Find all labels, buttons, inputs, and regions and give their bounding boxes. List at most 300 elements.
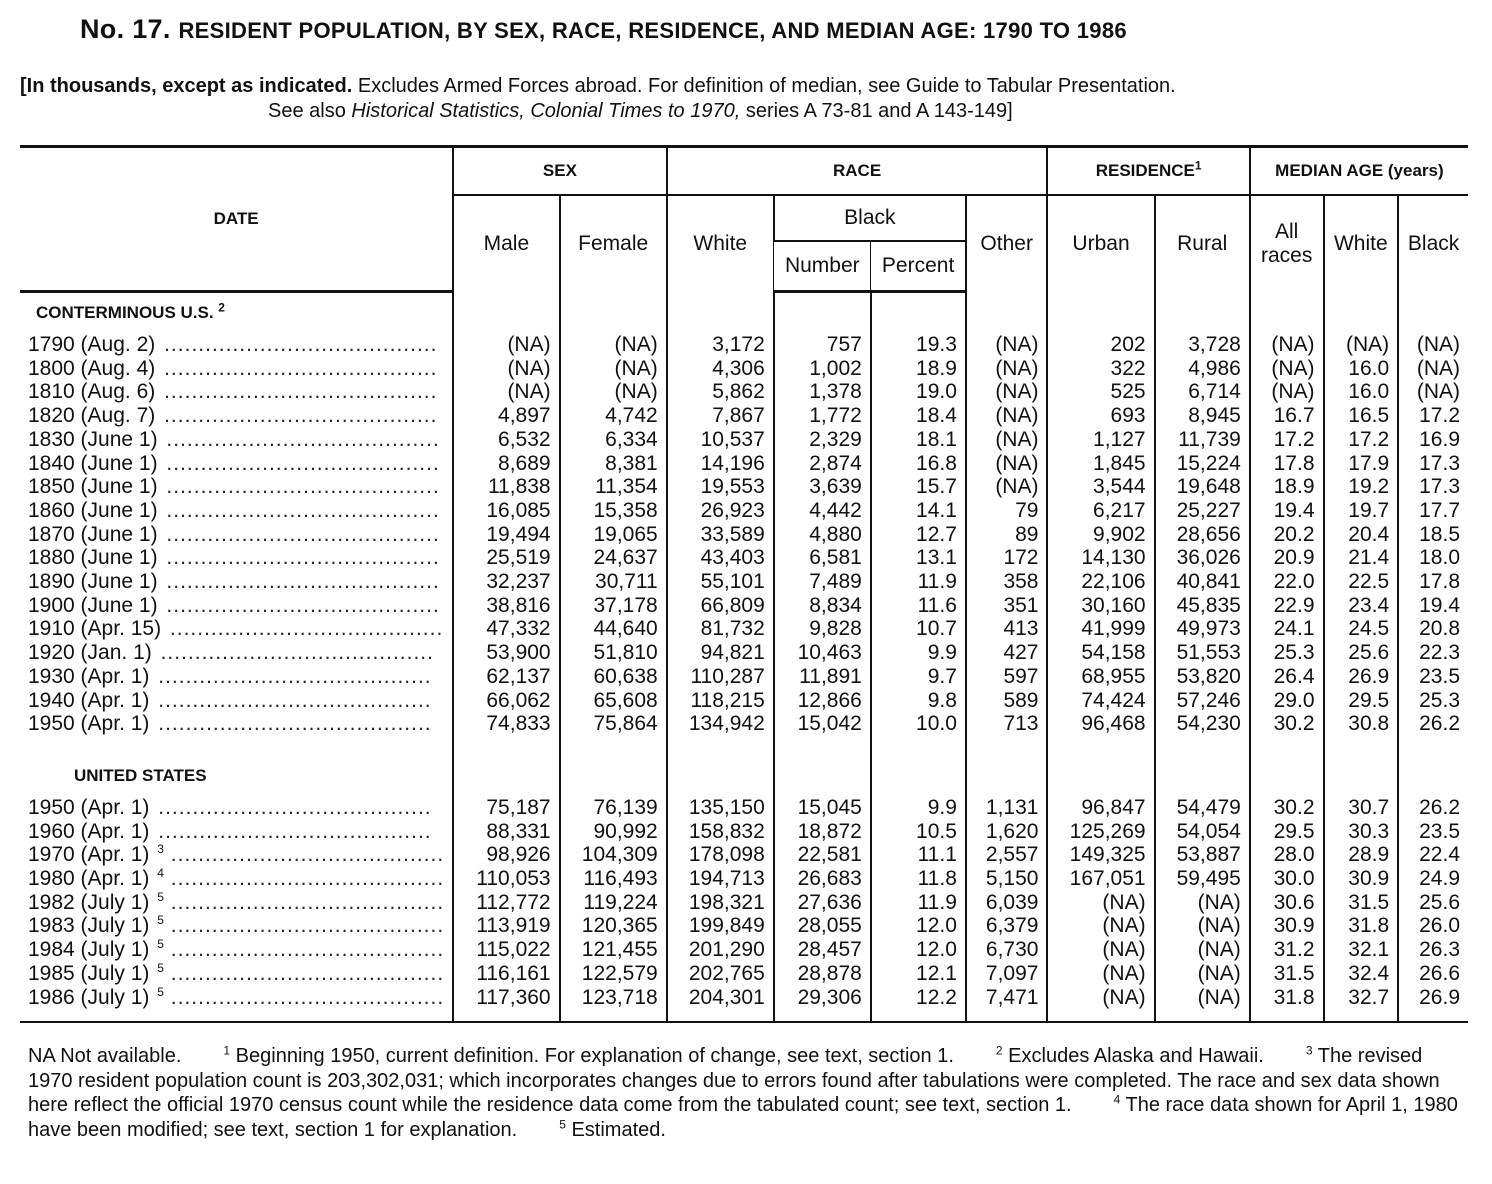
- value-cell: 60,638: [560, 665, 667, 689]
- value-cell: 8,834: [774, 594, 871, 618]
- value-cell: 202: [1047, 333, 1154, 357]
- value-cell: 112,772: [453, 891, 559, 915]
- table-subtitle: [20, 74, 1480, 124]
- value-cell: 38,816: [453, 594, 559, 618]
- section-label: CONTERMINOUS U.S.: [36, 303, 214, 323]
- value-cell: 33,589: [667, 523, 774, 547]
- value-cell: 51,810: [560, 641, 667, 665]
- value-cell: 19.3: [871, 333, 966, 357]
- value-cell: 12.7: [871, 523, 966, 547]
- empty-cell: [1324, 756, 1399, 796]
- value-cell: 88,331: [453, 820, 559, 844]
- empty-cell: [871, 1009, 966, 1022]
- date-cell: [20, 843, 453, 867]
- value-cell: 75,864: [560, 712, 667, 736]
- value-cell: 23.5: [1398, 820, 1468, 844]
- table-row: [20, 712, 1468, 736]
- date-label: 1986 (July 1): [28, 985, 150, 1009]
- value-cell: 28,656: [1155, 523, 1250, 547]
- leader-dots: ........................................: [151, 712, 432, 736]
- value-cell: 2,557: [966, 843, 1048, 867]
- value-cell: 74,424: [1047, 689, 1154, 713]
- value-cell: 1,127: [1047, 428, 1154, 452]
- value-cell: 3,172: [667, 333, 774, 357]
- value-cell: (NA): [560, 333, 667, 357]
- value-cell: 116,493: [560, 867, 667, 891]
- date-label: 1960 (Apr. 1): [28, 819, 150, 843]
- value-cell: 26.9: [1398, 986, 1468, 1010]
- value-cell: (NA): [966, 404, 1048, 428]
- value-cell: 25.6: [1398, 891, 1468, 915]
- subtitle-see-also: See also: [268, 100, 346, 122]
- date-label: 1820 (Aug. 7): [28, 404, 156, 428]
- value-cell: 26.2: [1398, 712, 1468, 736]
- residence-label: RESIDENCE: [1095, 161, 1195, 180]
- value-cell: 713: [966, 712, 1048, 736]
- value-cell: 17.2: [1398, 404, 1468, 428]
- table-row: [20, 617, 1468, 641]
- value-cell: (NA): [1047, 962, 1154, 986]
- value-cell: 4,306: [667, 357, 774, 381]
- value-cell: 110,287: [667, 665, 774, 689]
- value-cell: 24.1: [1250, 617, 1324, 641]
- value-cell: (NA): [1047, 891, 1154, 915]
- date-label: 1870 (June 1): [28, 522, 158, 546]
- footnote-1-mark: 1: [223, 1043, 231, 1058]
- value-cell: (NA): [1047, 938, 1154, 962]
- date-cell: [20, 962, 453, 986]
- value-cell: 22,106: [1047, 570, 1154, 594]
- value-cell: 68,955: [1047, 665, 1154, 689]
- value-cell: 47,332: [453, 617, 559, 641]
- subtitle-reference: Historical Statistics, Colonial Times to 1970,: [351, 100, 741, 122]
- date-cell: [20, 617, 453, 641]
- date-cell: [20, 665, 453, 689]
- value-cell: 29.5: [1324, 689, 1399, 713]
- footnote-ref: 1: [1194, 158, 1202, 173]
- empty-cell: [667, 1009, 774, 1022]
- value-cell: 26,923: [667, 499, 774, 523]
- table-row: [20, 380, 1468, 404]
- value-cell: 28.0: [1250, 843, 1324, 867]
- value-cell: 122,579: [560, 962, 667, 986]
- value-cell: 96,847: [1047, 796, 1154, 820]
- value-cell: 30.2: [1250, 712, 1324, 736]
- value-cell: 31.8: [1324, 914, 1399, 938]
- leader-dots: ........................................: [151, 795, 432, 819]
- value-cell: (NA): [966, 428, 1048, 452]
- value-cell: 22,581: [774, 843, 871, 867]
- value-cell: 134,942: [667, 712, 774, 736]
- value-cell: 3,728: [1155, 333, 1250, 357]
- value-cell: 74,833: [453, 712, 559, 736]
- date-label: 1940 (Apr. 1): [28, 688, 150, 712]
- date-cell: [20, 428, 453, 452]
- section-heading: [20, 756, 453, 796]
- value-cell: 11,891: [774, 665, 871, 689]
- subtitle-text: Excludes Armed Forces abroad. For definition of median, see Guide to Tabular Presentation.: [357, 75, 1176, 97]
- empty-cell: [560, 756, 667, 796]
- value-cell: 6,714: [1155, 380, 1250, 404]
- value-cell: 20.4: [1324, 523, 1399, 547]
- empty-cell: [20, 1009, 453, 1022]
- date-label: 1800 (Aug. 4): [28, 356, 156, 380]
- date-cell: [20, 452, 453, 476]
- leader-dots: ........................................: [163, 890, 445, 914]
- value-cell: 11,739: [1155, 428, 1250, 452]
- leader-dots: ........................................: [159, 451, 440, 475]
- value-cell: 98,926: [453, 843, 559, 867]
- value-cell: 1,131: [966, 796, 1048, 820]
- leader-dots: ........................................: [159, 498, 440, 522]
- date-label: 1984 (July 1): [28, 938, 150, 962]
- empty-cell: [560, 292, 667, 334]
- value-cell: 2,874: [774, 452, 871, 476]
- footnote-3: The revised 1970 resident population count is 203,302,031; which incorporates changes due to errors found after tabulations were completed. The race and sex data shown here reflect the official 1970 census count while the residence data come from the tabulated count; see text, section 1.: [28, 1045, 1440, 1116]
- value-cell: 26.6: [1398, 962, 1468, 986]
- value-cell: 30,711: [560, 570, 667, 594]
- section-row: [20, 756, 1468, 796]
- value-cell: 18.5: [1398, 523, 1468, 547]
- value-cell: 1,845: [1047, 452, 1154, 476]
- empty-cell: [871, 736, 966, 756]
- value-cell: 25.3: [1250, 641, 1324, 665]
- table-row: [20, 820, 1468, 844]
- empty-cell: [966, 292, 1048, 334]
- value-cell: 17.3: [1398, 475, 1468, 499]
- value-cell: 29,306: [774, 986, 871, 1010]
- empty-cell: [453, 1009, 559, 1022]
- footnote-ref: 2: [218, 300, 225, 315]
- value-cell: 23.5: [1398, 665, 1468, 689]
- value-cell: (NA): [966, 452, 1048, 476]
- table-row: [20, 357, 1468, 381]
- value-cell: (NA): [1250, 357, 1324, 381]
- value-cell: (NA): [453, 333, 559, 357]
- black-header: Black: [774, 195, 966, 241]
- date-label: 1983 (July 1): [28, 914, 150, 938]
- value-cell: 15.7: [871, 475, 966, 499]
- date-cell: [20, 523, 453, 547]
- value-cell: 16.0: [1324, 380, 1399, 404]
- empty-cell: [1047, 736, 1154, 756]
- value-cell: 30.6: [1250, 891, 1324, 915]
- value-cell: 96,468: [1047, 712, 1154, 736]
- value-cell: 79: [966, 499, 1048, 523]
- residence-group-header: [1047, 147, 1249, 196]
- value-cell: 30.7: [1324, 796, 1399, 820]
- value-cell: 115,022: [453, 938, 559, 962]
- empty-cell: [1250, 736, 1324, 756]
- footnote-4-mark: 4: [1113, 1092, 1121, 1107]
- value-cell: (NA): [1155, 938, 1250, 962]
- value-cell: 3,639: [774, 475, 871, 499]
- value-cell: 19.4: [1250, 499, 1324, 523]
- value-cell: 104,309: [560, 843, 667, 867]
- footnote-5-mark: 5: [559, 1116, 566, 1131]
- value-cell: 10.7: [871, 617, 966, 641]
- empty-cell: [1250, 292, 1324, 334]
- date-label: 1982 (July 1): [28, 890, 150, 914]
- value-cell: 20.2: [1250, 523, 1324, 547]
- value-cell: 28,457: [774, 938, 871, 962]
- date-label: 1840 (June 1): [28, 451, 158, 475]
- empty-cell: [1155, 1009, 1250, 1022]
- value-cell: 81,732: [667, 617, 774, 641]
- value-cell: 26.3: [1398, 938, 1468, 962]
- value-cell: 4,742: [560, 404, 667, 428]
- empty-cell: [1155, 756, 1250, 796]
- date-cell: [20, 404, 453, 428]
- empty-cell: [667, 736, 774, 756]
- date-cell: [20, 820, 453, 844]
- value-cell: 30.2: [1250, 796, 1324, 820]
- table-row: [20, 641, 1468, 665]
- date-cell: [20, 333, 453, 357]
- value-cell: (NA): [1398, 333, 1468, 357]
- value-cell: 53,900: [453, 641, 559, 665]
- value-cell: 18,872: [774, 820, 871, 844]
- value-cell: 117,360: [453, 986, 559, 1010]
- value-cell: 16.8: [871, 452, 966, 476]
- value-cell: 44,640: [560, 617, 667, 641]
- date-cell: [20, 546, 453, 570]
- value-cell: 30.9: [1250, 914, 1324, 938]
- value-cell: (NA): [1155, 891, 1250, 915]
- empty-cell: [1155, 736, 1250, 756]
- date-label: 1920 (Jan. 1): [28, 641, 152, 665]
- value-cell: 19,553: [667, 475, 774, 499]
- empty-cell: [966, 736, 1048, 756]
- value-cell: 9.8: [871, 689, 966, 713]
- footnote-na: NA Not available.: [28, 1045, 182, 1067]
- date-cell: [20, 570, 453, 594]
- value-cell: (NA): [453, 380, 559, 404]
- subtitle-line2: [20, 99, 1480, 124]
- value-cell: 53,887: [1155, 843, 1250, 867]
- leader-dots: ........................................: [151, 688, 432, 712]
- leader-dots: ........................................: [157, 380, 438, 404]
- table-row: [20, 452, 1468, 476]
- value-cell: 1,772: [774, 404, 871, 428]
- table-row: [20, 404, 1468, 428]
- value-cell: 57,246: [1155, 689, 1250, 713]
- value-cell: 15,358: [560, 499, 667, 523]
- leader-dots: ........................................: [163, 914, 445, 938]
- empty-cell: [1047, 756, 1154, 796]
- table-row: [20, 475, 1468, 499]
- leader-dots: ........................................: [159, 570, 440, 594]
- value-cell: (NA): [453, 357, 559, 381]
- table-row: [20, 499, 1468, 523]
- page-title: [80, 14, 1480, 45]
- value-cell: 194,713: [667, 867, 774, 891]
- empty-cell: [1324, 292, 1399, 334]
- empty-cell: [1398, 756, 1468, 796]
- table-row: [20, 938, 1468, 962]
- date-label: 1830 (June 1): [28, 427, 158, 451]
- empty-cell: [1398, 292, 1468, 334]
- table-row: [20, 867, 1468, 891]
- value-cell: 31.5: [1324, 891, 1399, 915]
- value-cell: 75,187: [453, 796, 559, 820]
- other-header: Other: [966, 195, 1048, 292]
- value-cell: 29.5: [1250, 820, 1324, 844]
- value-cell: 25.6: [1324, 641, 1399, 665]
- value-cell: 9.7: [871, 665, 966, 689]
- value-cell: 15,045: [774, 796, 871, 820]
- empty-cell: [774, 292, 871, 334]
- value-cell: 13.1: [871, 546, 966, 570]
- value-cell: 202,765: [667, 962, 774, 986]
- spacer-row: [20, 736, 1468, 756]
- value-cell: 43,403: [667, 546, 774, 570]
- empty-cell: [966, 756, 1048, 796]
- value-cell: 17.8: [1250, 452, 1324, 476]
- value-cell: 9.9: [871, 796, 966, 820]
- footnote-4: The race data shown for April 1, 1980 have been modified; see text, section 1 for explanation.: [28, 1094, 1458, 1141]
- table-title: RESIDENT POPULATION, BY SEX, RACE, RESIDENCE, AND MEDIAN AGE: 1790 TO 1986: [178, 18, 1127, 43]
- footnote-5: Estimated.: [571, 1118, 666, 1141]
- value-cell: 26.0: [1398, 914, 1468, 938]
- value-cell: 2,329: [774, 428, 871, 452]
- value-cell: (NA): [1047, 986, 1154, 1010]
- value-cell: 757: [774, 333, 871, 357]
- value-cell: 589: [966, 689, 1048, 713]
- value-cell: 19,065: [560, 523, 667, 547]
- value-cell: 30.3: [1324, 820, 1399, 844]
- value-cell: 6,379: [966, 914, 1048, 938]
- value-cell: 53,820: [1155, 665, 1250, 689]
- footnotes: [28, 1044, 1458, 1142]
- value-cell: 51,553: [1155, 641, 1250, 665]
- value-cell: 14,196: [667, 452, 774, 476]
- median-age-group-header: MEDIAN AGE (years): [1250, 147, 1468, 196]
- value-cell: 11.8: [871, 867, 966, 891]
- median-white-header: White: [1324, 195, 1399, 292]
- table-row: [20, 689, 1468, 713]
- value-cell: 26.9: [1324, 665, 1399, 689]
- value-cell: 4,442: [774, 499, 871, 523]
- value-cell: 4,880: [774, 523, 871, 547]
- value-cell: 16.9: [1398, 428, 1468, 452]
- value-cell: 54,158: [1047, 641, 1154, 665]
- value-cell: 30.0: [1250, 867, 1324, 891]
- empty-cell: [871, 756, 966, 796]
- date-cell: [20, 689, 453, 713]
- footnote-2-mark: 2: [995, 1043, 1003, 1058]
- table-row: [20, 665, 1468, 689]
- date-label: 1900 (June 1): [28, 593, 158, 617]
- all-races-header: All races: [1250, 195, 1324, 292]
- value-cell: 5,150: [966, 867, 1048, 891]
- date-label: 1810 (Aug. 6): [28, 380, 156, 404]
- value-cell: 36,026: [1155, 546, 1250, 570]
- table-row: [20, 962, 1468, 986]
- value-cell: 6,217: [1047, 499, 1154, 523]
- value-cell: 49,973: [1155, 617, 1250, 641]
- value-cell: 18.9: [871, 357, 966, 381]
- value-cell: 22.9: [1250, 594, 1324, 618]
- empty-cell: [20, 736, 453, 756]
- value-cell: 525: [1047, 380, 1154, 404]
- value-cell: 198,321: [667, 891, 774, 915]
- urban-header: Urban: [1047, 195, 1154, 292]
- value-cell: 12.0: [871, 914, 966, 938]
- value-cell: 4,897: [453, 404, 559, 428]
- value-cell: 28,055: [774, 914, 871, 938]
- date-cell: [20, 796, 453, 820]
- table-row: [20, 546, 1468, 570]
- value-cell: 135,150: [667, 796, 774, 820]
- value-cell: 1,378: [774, 380, 871, 404]
- value-cell: 19,494: [453, 523, 559, 547]
- value-cell: 11,838: [453, 475, 559, 499]
- empty-cell: [1324, 1009, 1399, 1022]
- date-label: 1790 (Aug. 2): [28, 333, 156, 356]
- value-cell: 18.1: [871, 428, 966, 452]
- value-cell: 15,042: [774, 712, 871, 736]
- date-cell: [20, 891, 453, 915]
- value-cell: 24.5: [1324, 617, 1399, 641]
- value-cell: 118,215: [667, 689, 774, 713]
- value-cell: 167,051: [1047, 867, 1154, 891]
- value-cell: (NA): [1398, 357, 1468, 381]
- footnote-ref: 5: [157, 985, 164, 999]
- date-label: 1850 (June 1): [28, 475, 158, 499]
- value-cell: 11.9: [871, 891, 966, 915]
- value-cell: 158,832: [667, 820, 774, 844]
- value-cell: 10,463: [774, 641, 871, 665]
- value-cell: 25.3: [1398, 689, 1468, 713]
- value-cell: 16.0: [1324, 357, 1399, 381]
- value-cell: 21.4: [1324, 546, 1399, 570]
- table-row: [20, 570, 1468, 594]
- value-cell: 12,866: [774, 689, 871, 713]
- leader-dots: ........................................: [163, 843, 445, 867]
- value-cell: 37,178: [560, 594, 667, 618]
- value-cell: 6,334: [560, 428, 667, 452]
- value-cell: 413: [966, 617, 1048, 641]
- table-end-row: [20, 1009, 1468, 1022]
- date-cell: [20, 641, 453, 665]
- value-cell: 6,039: [966, 891, 1048, 915]
- race-group-header: RACE: [667, 147, 1048, 196]
- leader-dots: ........................................: [157, 333, 438, 356]
- value-cell: 597: [966, 665, 1048, 689]
- table-row: [20, 333, 1468, 357]
- value-cell: 199,849: [667, 914, 774, 938]
- footnote-text: [28, 1044, 1458, 1142]
- table-header: [20, 147, 1468, 292]
- value-cell: 31.2: [1250, 938, 1324, 962]
- value-cell: 55,101: [667, 570, 774, 594]
- footnote-ref: 4: [157, 867, 164, 881]
- table-row: [20, 891, 1468, 915]
- date-label: 1980 (Apr. 1): [28, 867, 150, 891]
- date-label: 1985 (July 1): [28, 961, 150, 985]
- footnote-ref: 5: [157, 961, 164, 975]
- value-cell: 30,160: [1047, 594, 1154, 618]
- date-cell: [20, 986, 453, 1010]
- leader-dots: ........................................: [159, 427, 440, 451]
- value-cell: (NA): [1155, 986, 1250, 1010]
- table-row: [20, 914, 1468, 938]
- value-cell: 45,835: [1155, 594, 1250, 618]
- value-cell: 5,862: [667, 380, 774, 404]
- footnote-3-mark: 3: [1305, 1043, 1313, 1058]
- value-cell: 6,730: [966, 938, 1048, 962]
